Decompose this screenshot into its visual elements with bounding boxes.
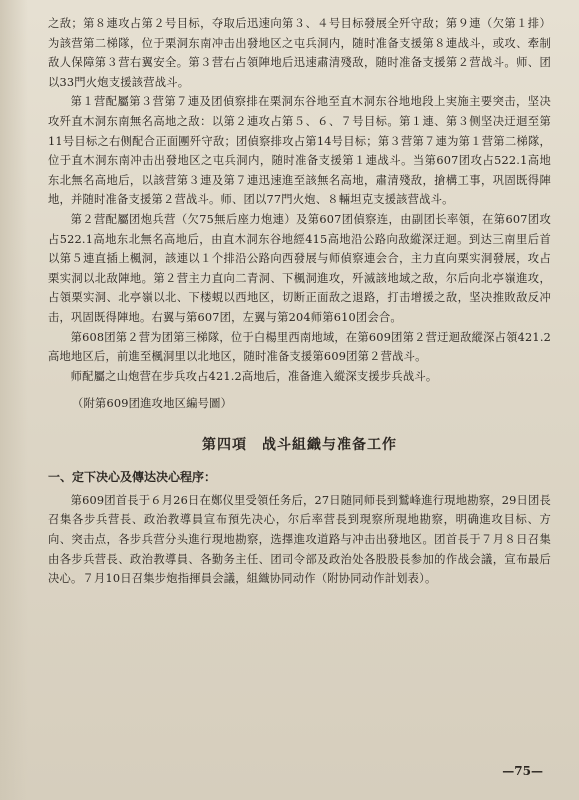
paragraph-first-battalion: 第１营配屬第３营第７連及团偵察排在栗洞东谷地至直木洞东谷地地段上実施主要突击，坚决攻歼直木洞东南無名高地之敌：以第２連攻占第５、６、７号目标。第１連、第３侧坚决迂迴至第11号目标之右侧配合正面團歼守敌；团偵察排攻占第14号目标；第３营第７連为第１营第二梯隊，位于直木洞东南冲击出發地区之屯兵洞内，随时准备支援第１連战斗。当第607团攻占522.1高地东北無名高地后，以該营第３連及第７連迅速進至該無名高地，肅清殘敌，搶構工事，巩固既得陣地，并随时准备支援第２营战斗。师、团以77門火炮、８輛坦克支援該营战斗。 bbox=[48, 95, 551, 207]
paragraph-decision-process: 第609团首長于６月26日在鄭仪里受領任务后，27日随同师長到鷲峰進行現地勘察，29日团長召集各步兵营長、政治教導員宣布預先决心，尔后率营長到現察所現地勘察，明确進攻目标、方向、突击点，各步兵营分头進行現地勘察，选擇進攻道路与冲击出發地区。团首長于７月８日召集由各步兵营長、政治教導員、各勤务主任、团司令部及政治处各股股長参加的作战会議，宣布最后决心。７月10日召集步炮指揮員会議，組織协同动作（附协同动作計划表）。 bbox=[48, 493, 551, 586]
paragraph-regiment-608: 第608团第２营为团第三梯隊，位于白楊里西南地域，在第609团第２营迂迴敌縱深占領421.2高地地区后，前進至楓洞里以北地区，随时准备支援第609团第２营战斗。 bbox=[48, 330, 551, 364]
page-number: —75— bbox=[502, 764, 543, 778]
section-heading: 第四項 战斗組織与准备工作 bbox=[202, 436, 397, 453]
paragraph-continuation: 之敌；第８連攻占第２号目标，夺取后迅速向第３、４号目标發展全歼守敌；第９連（欠第１排）为該营第二梯隊，位于栗洞东南冲击出發地区之屯兵洞内，随时准备支援第８連战斗，或攻、牽制敌人保障第３营右翼安全。第３营右占領陣地后迅速肅清殘敌，随时准备支援第２营战斗。师、团以33門火炮支援該营战斗。 bbox=[48, 17, 551, 89]
paragraph-mountain-artillery: 师配屬之山炮营在步兵攻占421.2高地后，准备進入縱深支援步兵战斗。 bbox=[70, 369, 438, 383]
subsection-title: 一、定下决心及傳达决心程序： bbox=[48, 469, 217, 484]
appendix-note: （附第609团進攻地区編号圖） bbox=[72, 397, 233, 411]
paragraph-second-battalion: 第２营配屬团炮兵营（欠75無后座力炮連）及第607团偵察连，由副团长率領，在第607团攻占522.1高地东北無名高地后，由直木洞东谷地經415高地沿公路向敌縱深迂迴。到达三南里后首以第５連直插上楓洞，該連以１个排沿公路向西發展与师偵察連会合，主力直向栗实洞發展，攻占栗实洞以北敌陣地。第２营主力直向二青洞、下楓洞進攻，歼滅該地域之敌，尔后向北亭嶺進攻，占領栗实洞、北亭嶺以北、下楼蜆以西地区，切断正面敌之退路，打击增援之敌，坚决推敗敌反冲击，巩固既得陣地。右翼与第607团，左翼与第204师第610团会合。 bbox=[48, 212, 551, 324]
